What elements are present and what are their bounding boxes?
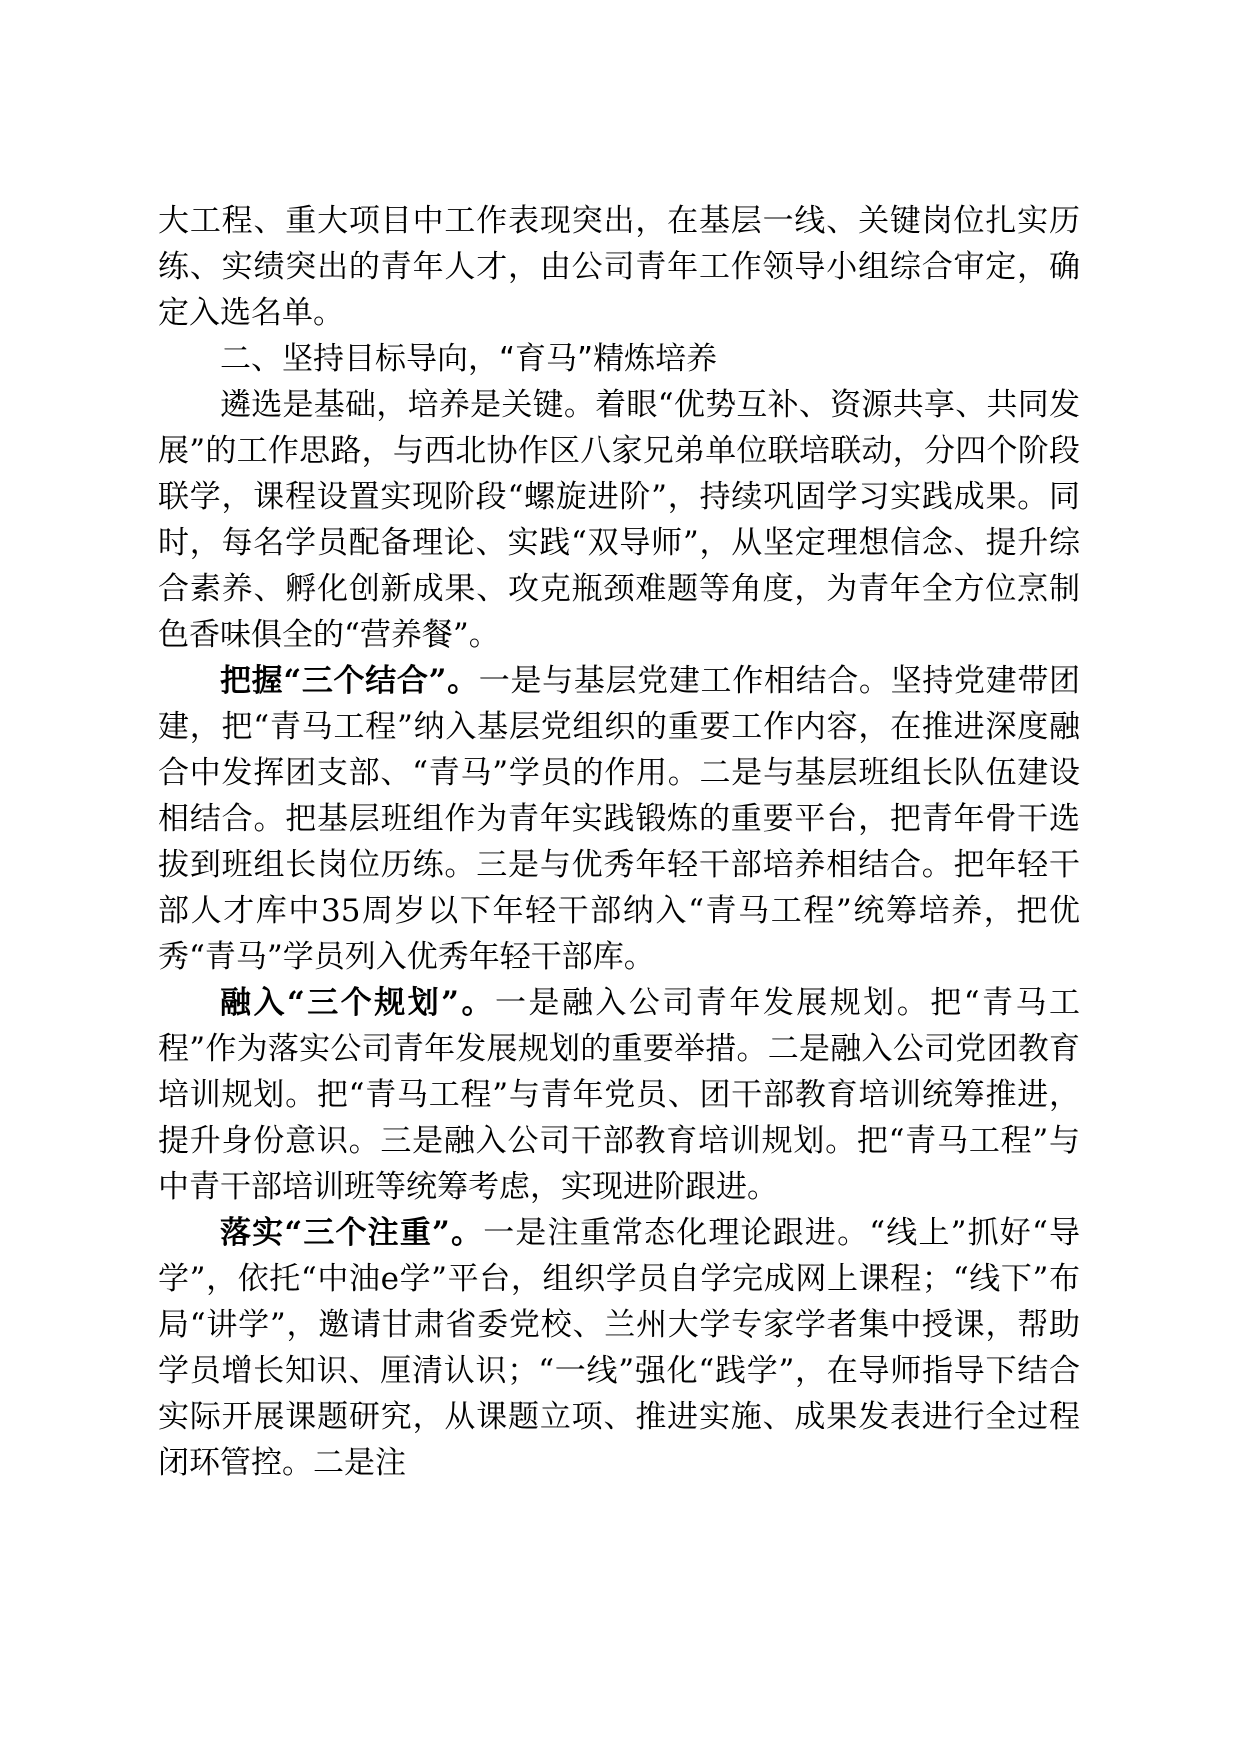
paragraph-text: 大工程、重大项目中工作表现突出，在基层一线、关键岗位扎实历练、实绩突出的青年人才，由公司青年工作领导小组综合审定，确定入选名单。 [158,203,1080,331]
paragraph-selection-training [158,382,1080,658]
paragraph-three-plans [158,980,1080,1210]
paragraph-text: 一是与基层党建工作相结合。坚持党建带团建，把“青马工程”纳入基层党组织的重要工作内容，在推进深度融合中发挥团支部、“青马”学员的作用。二是与基层班组长队伍建设相结合。把基层班组作为青年实践锻炼的重要平台，把青年骨干选拔到班组长岗位历练。三是与优秀年轻干部培养相结合。把年轻干部人才库中35周岁以下年轻干部纳入“青马工程”统筹培养，把优秀“青马”学员列入优秀年轻干部库。 [158,663,1080,975]
paragraph-three-combinations [158,658,1080,980]
document-body [158,198,1080,1486]
paragraph-text: 遴选是基础，培养是关键。着眼“优势互补、资源共享、共同发展”的工作思路，与西北协作区八家兄弟单位联培联动，分四个阶段联学，课程设置实现阶段“螺旋进阶”，持续巩固学习实践成果。同时，每名学员配备理论、实践“双导师”，从坚定理想信念、提升综合素养、孵化创新成果、攻克瓶颈难题等角度，为青年全方位烹制色香味俱全的“营养餐”。 [158,387,1080,653]
heading-text: 二、坚持目标导向，“育马”精炼培养 [220,341,718,377]
section-heading [158,336,1080,382]
paragraph-three-emphases [158,1210,1080,1486]
paragraph-text: 一是注重常态化理论跟进。“线上”抓好“导学”，依托“中油e学”平台，组织学员自学完成网上课程；“线下”布局“讲学”，邀请甘肃省委党校、兰州大学专家学者集中授课，帮助学员增长知识、厘清认识；“一线”强化“践学”，在导师指导下结合实际开展课题研究，从课题立项、推进实施、成果发表进行全过程闭环管控。二是注 [158,1215,1080,1481]
paragraph-lead: 落实“三个注重”。 [220,1215,484,1251]
paragraph-continued [158,198,1080,336]
paragraph-lead: 融入“三个规划”。 [220,985,495,1021]
paragraph-lead: 把握“三个结合”。 [220,663,479,699]
paragraph-text: 一是融入公司青年发展规划。把“青马工程”作为落实公司青年发展规划的重要举措。二是融入公司党团教育培训规划。把“青马工程”与青年党员、团干部教育培训统筹推进，提升身份意识。三是融入公司干部教育培训规划。把“青马工程”与中青干部培训班等统筹考虑，实现进阶跟进。 [158,985,1080,1205]
